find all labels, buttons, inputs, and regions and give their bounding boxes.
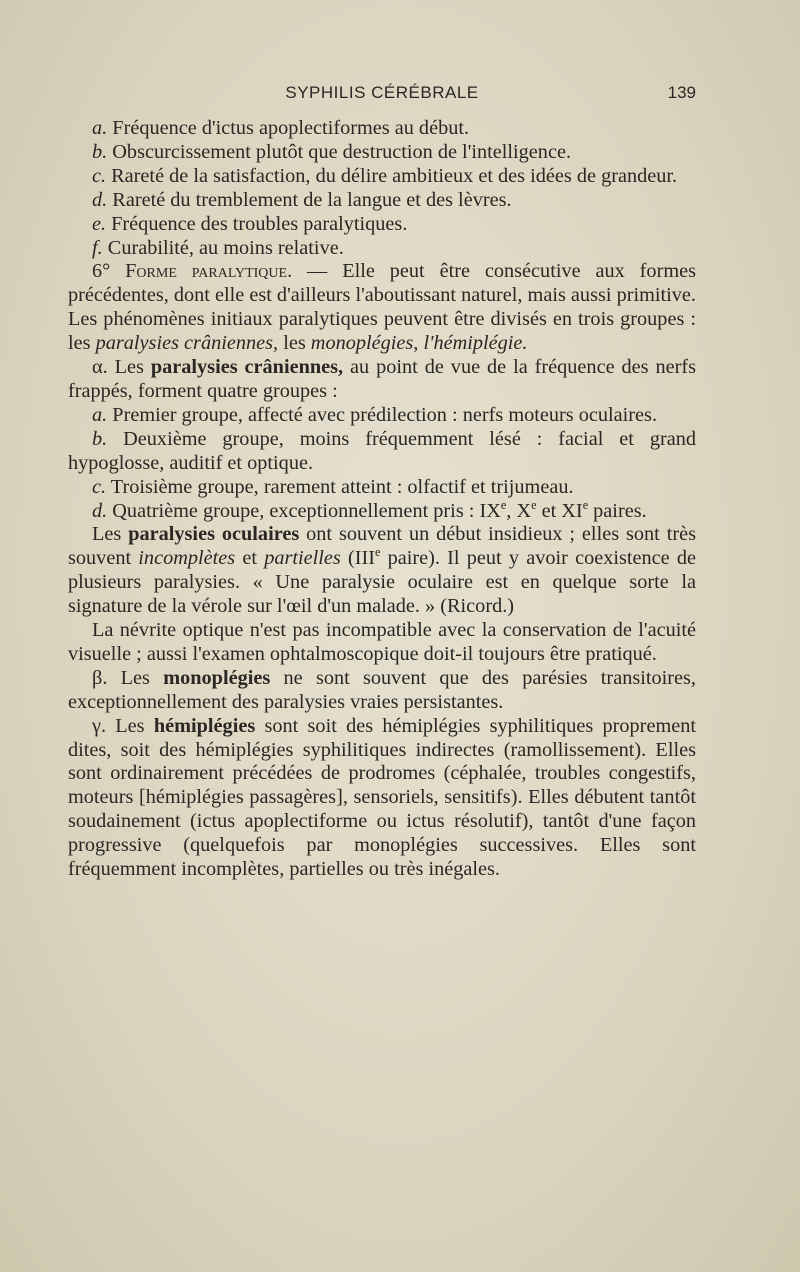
paragraph-d-tremblement: d. Rareté du tremblement de la langue et des lèvres. xyxy=(92,188,512,211)
paragraph-quatrieme-groupe: d. Quatrième groupe, exceptionnellement pris : IXe, Xe et XIe paires. xyxy=(92,497,647,522)
paragraph-premier-groupe: a. Premier groupe, affecté avec prédilection : nerfs moteurs oculaires. xyxy=(92,403,658,426)
paragraph-troisieme-groupe: c. Troisième groupe, rarement atteint : olfactif et trijumeau. xyxy=(92,475,574,498)
page-header xyxy=(68,83,696,109)
page-number: 139 xyxy=(667,83,696,102)
section-heading: Forme paralytique. xyxy=(125,260,293,283)
paragraph-gamma-hemiplegies: γ. Les hémiplégies sont soit des hémiplégies syphilitiques proprement dites, soit des hémiplégies syphilitiques indirectes (ramollissement). Elles sont ordinairement précédées de prodromes (céphalée, troubles congestifs, moteurs [hémiplégies passagères], sensoriels, sensitifs). Elles débutent tantôt soudainement (ictus apoplectiforme ou ictus résolutif), tantôt d'une façon progressive (quelquefois par monoplégies successives. Elles sont fréquemment incomplètes, partielles ou très inégales. xyxy=(68,714,696,881)
paragraph-paralysies-oculaires: Les paralysies oculaires ont souvent un début insidieux ; elles sont très souvent incomplètes et partielles (IIIe paire). Il peut y avoir coexistence de plusieurs paralysies. « Une paralysie oculaire est en quelque sorte la signature de la vérole sur l'œil d'un malade. » (Ricord.) xyxy=(68,523,696,618)
paragraph-b-intelligence: b. Obscurcissement plutôt que destruction de l'intelligence. xyxy=(92,140,572,163)
body-text xyxy=(68,117,696,882)
running-title: SYPHILIS CÉRÉBRALE xyxy=(285,83,479,102)
paragraph-nevrite-optique: La névrite optique n'est pas incompatible avec la conservation de l'acuité visuelle ; aussi l'examen ophtalmoscopique doit-il toujours être pratiqué. xyxy=(68,619,696,665)
paragraph-c-grandeur: c. Rareté de la satisfaction, du délire ambitieux et des idées de grandeur. xyxy=(92,164,678,187)
paragraph-f-curabilite: f. Curabilité, au moins relative. xyxy=(92,236,344,259)
paragraph-forme-paralytique: 6° Forme paralytique. — Elle peut être consécutive aux formes précédentes, dont elle est d'ailleurs l'aboutissant naturel, mais aussi primitive. Les phénomènes initiaux paralytiques peuvent être divisés en trois groupes : les paralysies crâniennes, les monoplégies, l'hémiplégie. xyxy=(68,260,696,355)
paragraph-deuxieme-groupe: b. Deuxième groupe, moins fréquemment lésé : facial et grand hypoglosse, auditif et optique. xyxy=(68,427,696,474)
paragraph-beta-monoplegies: β. Les monoplégies ne sont souvent que des parésies transitoires, exceptionnellement des paralysies vraies persistantes. xyxy=(68,666,696,713)
paragraph-alpha-craniennes: α. Les paralysies crâniennes, au point de vue de la fréquence des nerfs frappés, forment quatre groupes : xyxy=(68,356,696,402)
paragraph-e-troubles: e. Fréquence des troubles paralytiques. xyxy=(92,212,408,235)
paragraph-a-ictus: a. Fréquence d'ictus apoplectiformes au début. xyxy=(92,117,470,139)
